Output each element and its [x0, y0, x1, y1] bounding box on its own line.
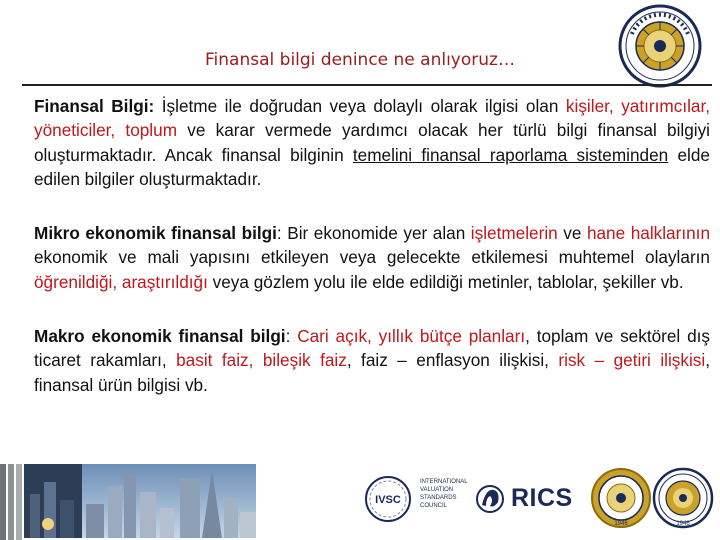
text-segment: Finansal Bilgi: [34, 96, 162, 116]
text-segment: : Bir ekonomide yer alan [276, 223, 471, 244]
text-segment: , finansal ürün bilgisi vb. [34, 350, 710, 395]
text-segment: öğrenildiği, araştırıldığı [34, 271, 208, 292]
text-segment: işletmelerin [470, 223, 558, 244]
footer-strip [8, 464, 14, 540]
text-segment: İşletme ile doğrudan veya dolaylı olarak ilgisi olan [161, 96, 566, 116]
text-segment: ekonomik ve mali yapısını etkileyen veya gelecekte etkilemesi muhtemel olayların [34, 247, 710, 268]
text-segment: ve karar vermede yardımcı olacak her türlü bilgi finansal bilgiyi oluşturmaktadır. Ancak finansal bilginin [34, 120, 710, 165]
text-segment: : [285, 326, 298, 347]
text-segment: Makro ekonomik finansal bilgi [34, 326, 286, 347]
text-segment: kişiler, yatırımcılar, yöneticiler, toplum [34, 96, 711, 141]
paragraph [34, 324, 710, 397]
seal-year: 1946 [676, 521, 690, 527]
ivsc-caption: INTERNATIONAL VALUATION STANDARDS COUNCIL [420, 479, 468, 509]
text-segment: Cari açık, yıllık bütçe planları [297, 326, 526, 347]
university-seal-logo [590, 467, 652, 529]
seal-year: 1946 [614, 521, 628, 527]
text-segment: , toplam ve sektörel dış ticaret rakamları, [34, 326, 711, 371]
footer-strip [16, 464, 22, 540]
text-segment: Mikro ekonomik finansal bilgi [34, 223, 277, 244]
page-title: Finansal bilgi denince ne anlıyoruz… [205, 50, 515, 70]
text-segment: veya gözlem yolu ile elde edildiği metinler, tablolar, şekiller vb. [207, 271, 684, 292]
content-body [34, 94, 710, 427]
university-seal-logo [618, 4, 702, 88]
rics-label: RICS [511, 484, 573, 512]
text-segment: elde edilen bilgiler oluşturmaktadır. [34, 144, 710, 189]
city-skyline-image [24, 464, 256, 538]
paragraph [34, 221, 710, 294]
paragraph [34, 94, 710, 191]
footer-strip [0, 464, 6, 540]
title-divider [22, 84, 712, 86]
text-segment: hane halklarının [586, 223, 710, 244]
text-segment: ve [557, 223, 587, 244]
text-segment: temelini finansal raporlama sisteminden [352, 144, 669, 165]
text-segment: basit faiz, bileşik faiz [176, 350, 347, 371]
ivsc-label: IVSC [375, 494, 401, 506]
university-seal-logo [652, 467, 714, 529]
text-segment: , faiz – enflasyon ilişkisi, [346, 350, 559, 371]
text-segment: risk – getiri ilişkisi [558, 350, 706, 371]
